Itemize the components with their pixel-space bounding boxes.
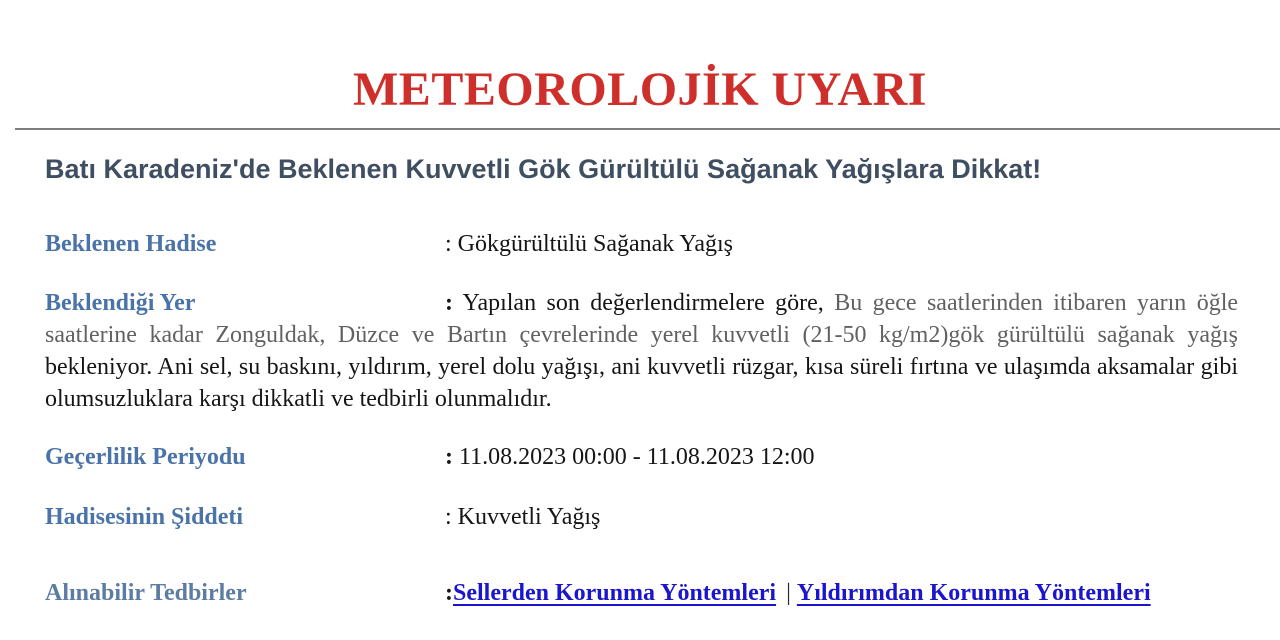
link-separator: | xyxy=(786,580,791,606)
colon: : xyxy=(445,504,452,530)
page-title: METEOROLOJİK UYARI xyxy=(353,63,927,116)
colon: : xyxy=(445,290,453,316)
warning-subtitle: Batı Karadeniz'de Beklenen Kuvvetli Gök Gürültülü Sağanak Yağışlara Dikkat! xyxy=(45,154,1042,184)
event-severity-label: Hadisesinin Şiddeti xyxy=(45,504,244,530)
expected-location-value-intro: Yapılan son değerlendirmelere göre, xyxy=(462,290,824,316)
lightning-protection-link[interactable]: Yıldırımdan Korunma Yöntemleri xyxy=(796,580,1151,606)
expected-location-label: Beklendiği Yer xyxy=(45,290,196,316)
field-row-validity-period xyxy=(45,441,1238,473)
expected-location-value-rest: bekleniyor. Ani sel, su baskını, yıldırım, yerel dolu yağışı, ani kuvvetli rüzgar, kısa süreli fırtına ve ulaşımda aksamalar gibi olumsuzluklara karşı dikkatli ve tedbirli olunmalıdır. xyxy=(45,354,1238,412)
flood-protection-link[interactable]: Sellerden Korunma Yöntemleri xyxy=(453,580,777,606)
event-severity-value: Kuvvetli Yağış xyxy=(457,504,601,530)
validity-period-value: 11.08.2023 00:00 - 11.08.2023 12:00 xyxy=(459,444,815,470)
field-row-expected-location xyxy=(45,287,1238,415)
field-label-cell xyxy=(45,441,445,473)
validity-period-label: Geçerlilik Periyodu xyxy=(45,444,246,470)
field-row-event-severity xyxy=(45,501,1238,533)
colon: : xyxy=(445,231,452,257)
field-label-cell xyxy=(45,287,445,319)
field-row-precautions xyxy=(45,577,1238,609)
field-label-cell xyxy=(45,577,445,609)
field-label-cell xyxy=(45,228,445,260)
expected-event-value: Gökgürültülü Sağanak Yağış xyxy=(457,231,734,257)
colon: : xyxy=(445,580,453,606)
expected-location-value-emphasis: Bu gece saatlerinden itibaren yarın öğle saatlerine kadar Zonguldak, Düzce ve Bartın çevrelerinde yerel kuvvetli (21-50 kg/m2)gök gürültülü sağanak yağış xyxy=(45,290,1239,348)
warning-document xyxy=(0,64,1280,609)
title-divider xyxy=(15,128,1280,130)
field-label-cell xyxy=(45,501,445,533)
expected-event-label: Beklenen Hadise xyxy=(45,231,217,257)
precautions-label: Alınabilir Tedbirler xyxy=(45,580,247,606)
field-row-expected-event xyxy=(45,228,1238,260)
colon: : xyxy=(445,444,453,470)
